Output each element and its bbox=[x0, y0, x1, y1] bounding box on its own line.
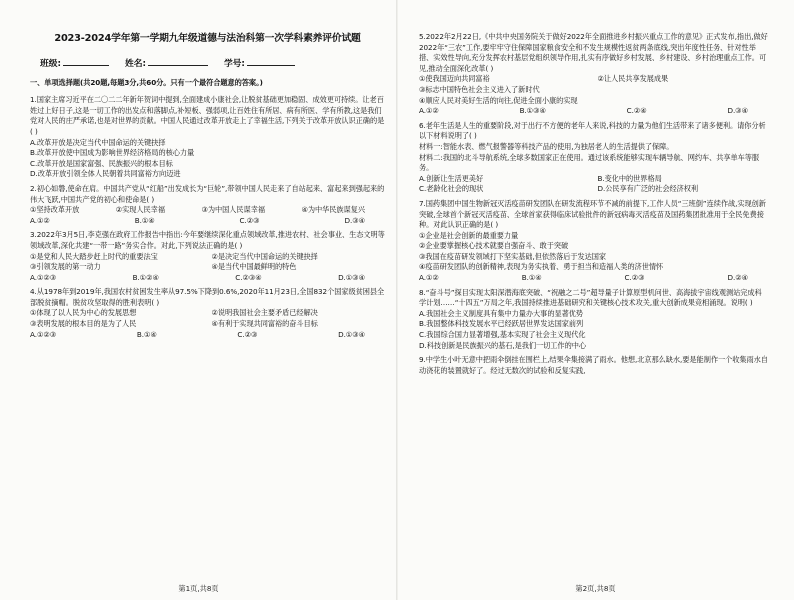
option-a: A.我国社会主义制度具有集中力量办大事的显著优势 bbox=[419, 308, 584, 318]
exam-title: 2023-2024学年第一学期九年级道德与法治科第一次学科素养评价试题 bbox=[54, 33, 361, 44]
answer-c: C.②③④ bbox=[235, 272, 262, 282]
question-stem: 2.初心如磐,使命在肩。中国共产党从“红船”出发成长为“巨轮”,带领中国人民走来了自站起来、富起来到强起来的伟大飞跃,中国共产党的初心和使命是( ) bbox=[30, 183, 385, 204]
question-stem: 5.2022年2月22日,《中共中央国务院关于做好2022年全面推进乡村振兴重点工作的意见》正式发布,指出,做好2022年“三农”工作,要牢牢守住保障国家粮食安全和不发生规模性返贫两条底线,突出年度性任务、针对性举措、实效性导向,充分发挥农村基层党组织领导作用,扎实有序做好乡村发展、乡村建设、乡村治理重点工作。可见,推动全面深化改革( ) bbox=[419, 32, 768, 73]
answer-a: A.①② bbox=[419, 273, 439, 283]
choice-2: ②企业要掌握核心技术就要自强奋斗、敢于突破 bbox=[419, 241, 569, 251]
number-label: 学号: bbox=[223, 59, 245, 69]
section-title: 一、单项选择题(共20题,每题3分,共60分。只有一个最符合题意的答案。) bbox=[30, 77, 263, 87]
option-b: B.改革开放使中国成为影响世界经济格局的核心力量 bbox=[30, 148, 195, 158]
number-blank[interactable] bbox=[247, 55, 295, 66]
question-2 bbox=[30, 184, 385, 226]
material-1: 材料一:智能水表、燃气报警器等科技产品的使用,为独居老人的生活提供了保障。 bbox=[419, 141, 674, 151]
answer-row bbox=[30, 273, 385, 284]
page-2-content bbox=[419, 32, 768, 380]
choice-4: ④为中华民族谋复兴 bbox=[301, 205, 365, 215]
option-grid bbox=[419, 174, 768, 195]
page-2 bbox=[397, 0, 794, 600]
option-d: D.公民享有广泛的社会经济权利 bbox=[597, 184, 699, 194]
material-2: 材料二:我国的北斗导航系统,全球多数国家正在使用。通过该系统能够实现车辆导航、网约车、共享单车等服务。 bbox=[419, 152, 760, 173]
question-stem: 7.国药集团中国生物新冠灭活疫苗研发团队在研发流程环节不减的前提下,工作人员“三班倒”连续作战,实现创新突破,全球首个新冠灭活疫苗、全球首家获得临床试验批件的新冠病毒灭活疫苗及国药集团批准用于全民免费接种。对此认识正确的是( ) bbox=[419, 198, 766, 230]
answer-a: A.①② bbox=[419, 106, 439, 116]
answer-d: D.②④ bbox=[727, 273, 748, 283]
page-1-content bbox=[30, 6, 385, 344]
answer-row bbox=[419, 106, 768, 117]
answer-c: C.②③ bbox=[624, 273, 645, 283]
option-c: C.改革开放是国家富强、民族振兴的根本目标 bbox=[30, 158, 173, 168]
choice-row bbox=[30, 205, 385, 216]
page-number: 第2页,共8页 bbox=[575, 584, 616, 593]
choice-1: ①坚持改革开放 bbox=[30, 205, 80, 215]
answer-b: B.①④ bbox=[136, 329, 157, 339]
answer-c: C.②③ bbox=[239, 215, 260, 225]
answer-row bbox=[419, 273, 768, 284]
option-c: C.老龄化社会的现状 bbox=[419, 184, 484, 194]
question-6 bbox=[419, 121, 768, 195]
choice-grid bbox=[30, 252, 385, 273]
question-7 bbox=[419, 199, 768, 284]
question-stem: 6.老年生活是人生的重要阶段,对于出行不方便的老年人来说,科技的力量为他们生活带来了诸多便利。请你分析以下材料说明了( ) bbox=[419, 120, 766, 141]
question-8 bbox=[419, 288, 768, 352]
answer-d: D.③④ bbox=[727, 106, 748, 116]
option-d: D.科技创新是民族振兴的基石,是我们一切工作的中心 bbox=[419, 340, 586, 350]
question-stem: 3.2022年3月5日,李克强在政府工作报告中指出:今年要继续深化重点领域改革,推进农村、社会事业、生态文明等领域改革,深化共建“一带一路”务实合作。对此,下列说法正确的是( ) bbox=[30, 230, 385, 250]
choice-3: ③我国在疫苗研发领域打下坚实基础,但依然落后于发达国家 bbox=[419, 251, 607, 261]
choice-1: ①体现了以人民为中心的发展思想 bbox=[30, 308, 137, 318]
choice-3: ③引领发展的第一动力 bbox=[30, 262, 101, 272]
question-3 bbox=[30, 230, 385, 283]
question-9 bbox=[419, 355, 768, 376]
choice-4: ④疫苗研发团队的创新精神,表现为务实执着、勇于担当和造福人类的济世情怀 bbox=[419, 262, 664, 272]
option-b: B.变化中的世界格局 bbox=[597, 173, 662, 183]
choice-4: ④有利于实现共同富裕的奋斗目标 bbox=[211, 319, 318, 329]
question-4 bbox=[30, 287, 385, 340]
choice-4: ④是当代中国最鲜明的特色 bbox=[211, 262, 297, 272]
class-blank[interactable] bbox=[63, 55, 109, 66]
answer-c: C.②③ bbox=[237, 329, 258, 339]
answer-b: B.①③④ bbox=[519, 106, 546, 116]
option-b: B.我国整体科技发展水平已经跃居世界发达国家前列 bbox=[419, 319, 584, 329]
answer-a: A.①② bbox=[30, 215, 50, 225]
question-1 bbox=[30, 95, 385, 180]
choice-4: ④顺应人民对美好生活的向往,促进全面小康的实现 bbox=[419, 95, 578, 105]
choice-grid bbox=[419, 74, 768, 85]
choice-2: ②说明我国社会主要矛盾已经解决 bbox=[211, 308, 318, 318]
answer-row bbox=[30, 216, 385, 227]
choice-2: ②实现人民幸福 bbox=[115, 205, 165, 215]
name-blank[interactable] bbox=[148, 55, 208, 66]
option-a: A.改革开放是决定当代中国命运的关键抉择 bbox=[30, 137, 166, 147]
choice-grid bbox=[30, 308, 385, 329]
answer-b: B.①②④ bbox=[132, 272, 159, 282]
answer-d: D.①③④ bbox=[338, 272, 365, 282]
choice-2: ②是决定当代中国命运的关键抉择 bbox=[211, 251, 318, 261]
choice-2: ②让人民共享发展成果 bbox=[597, 74, 669, 84]
choice-1: ①企业是社会创新的最重要力量 bbox=[419, 230, 519, 240]
question-5 bbox=[419, 32, 768, 117]
answer-a: A.①②③ bbox=[30, 329, 57, 339]
answer-d: D.①③④ bbox=[338, 329, 365, 339]
question-stem: 4.从1978年到2019年,我国农村贫困发生率从97.5%下降到0.6%,2020年11月23日,全国832个国家级贫困县全部脱贫摘帽。脱贫攻坚取得的胜利表明( ) bbox=[30, 287, 385, 307]
answer-row bbox=[30, 330, 385, 341]
option-a: A.创新让生活更美好 bbox=[419, 173, 484, 183]
answer-b: B.①④ bbox=[521, 273, 542, 283]
answer-c: C.②④ bbox=[626, 106, 647, 116]
answer-b: B.①④ bbox=[134, 215, 155, 225]
answer-a: A.①②③ bbox=[30, 272, 57, 282]
choice-3: ③为中国人民谋幸福 bbox=[201, 205, 265, 215]
question-stem: 9.中学生小叶无意中把雨伞倒挂在围栏上,结果伞集接满了雨水。他想,北京那么缺水,要是能制作一个收集雨水自动浇花的装置就好了。经过无数次的试验和反复实践, bbox=[419, 355, 768, 375]
answer-d: D.③④ bbox=[344, 215, 365, 225]
student-info-line bbox=[40, 55, 385, 70]
question-stem: 8.“奋斗号”探目实现太阳深潜海底突破、“祝融之二号”超导量子计算原型机问世、高海拔宇宙线观测站完成科学计划……“十四五”万局之年,我国持续推进基础研究和关键核心技术攻关,重大创新成果竞相涌现。说明( ) bbox=[419, 287, 762, 308]
choice-3: ③标志中国特色社会主义进入了新时代 bbox=[419, 84, 540, 94]
option-c: C.我国综合国力显著增强,基本实现了社会主义现代化 bbox=[419, 330, 586, 340]
name-label: 姓名: bbox=[124, 59, 146, 69]
choice-3: ③表明发展的根本目的是为了人民 bbox=[30, 319, 137, 329]
question-stem: 1.国家主席习近平在二〇二二年新年贺词中提到,全面建成小康社会,让脱贫基础更加稳固、成效更可持续。让老百姓过上好日子,这是一切工作的出发点和落脚点,补短板、强弱项,让百姓住有所居、病有所医、学有所教,这是我们党对人民的庄严承诺,也是对世界的贡献。中国人民通过改革开放走上了幸福生活,下列关于改革开放认识正确的是( ) bbox=[30, 95, 385, 136]
choice-1: ①使我国迈向共同富裕 bbox=[419, 74, 490, 84]
class-label: 班级: bbox=[40, 59, 61, 69]
page-number: 第1页,共8页 bbox=[178, 584, 219, 593]
choice-1: ①是党和人民大踏步赶上时代的重要法宝 bbox=[30, 251, 158, 261]
option-d: D.改革开放引领全体人民朝着共同富裕方向迈进 bbox=[30, 169, 181, 179]
